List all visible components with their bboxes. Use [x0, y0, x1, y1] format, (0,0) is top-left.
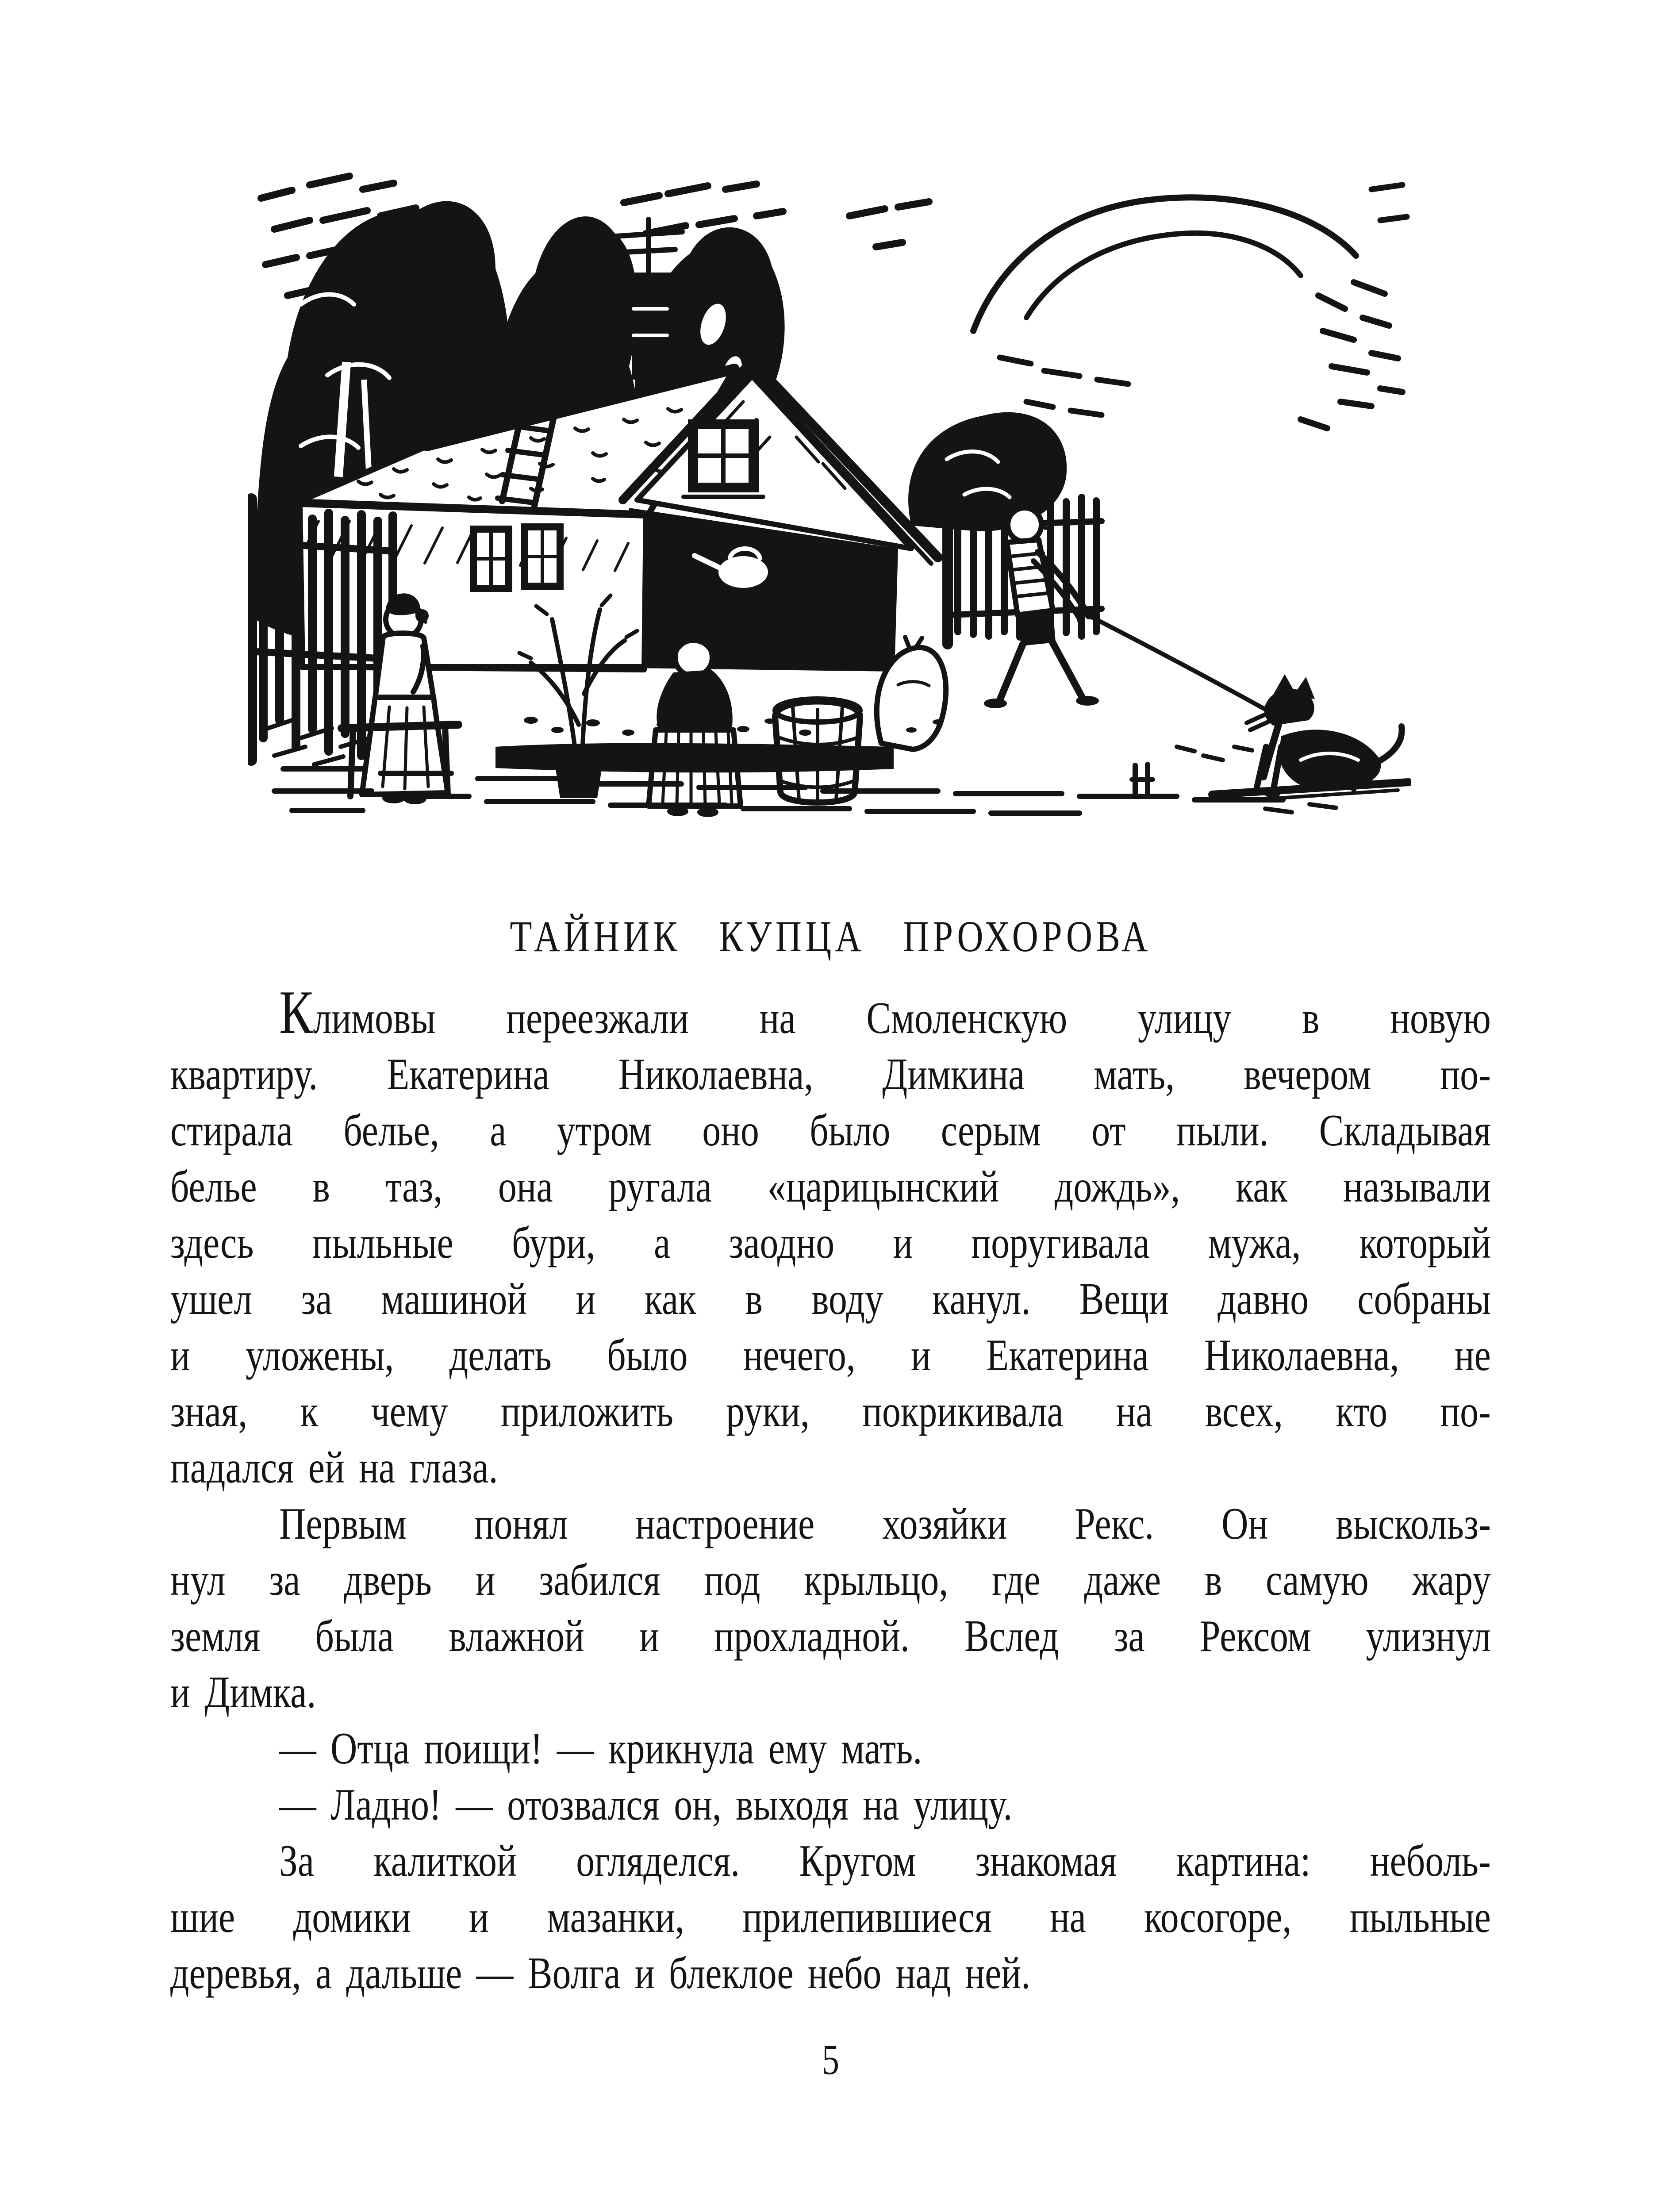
text-line: и Димка.	[170, 1667, 316, 1717]
drop-initial: К	[279, 978, 313, 1047]
text-line: — Ладно! — отозвался он, выходя на улицу.	[279, 1780, 1013, 1830]
text-line: стирала белье, а утром оно было серым от пыли. Складывая	[170, 1106, 1491, 1156]
text-column	[170, 0, 1491, 2212]
text-line: здесь пыльные бури, а заодно и поругивала мужа, который	[170, 1218, 1491, 1268]
text-line: ушел за машиной и как в воду канул. Вещи давно собраны	[170, 1274, 1491, 1324]
text-line: За калиткой огляделся. Кругом знакомая картина: неболь-	[279, 1836, 1491, 1886]
chapter-title: ТАЙНИК КУПЦА ПРОХОРОВА	[510, 912, 1152, 961]
text-line: деревья, а дальше — Волга и блеклое небо над ней.	[170, 1948, 1031, 1998]
text-line: Климовы переезжали на Смоленскую улицу в новую	[279, 978, 1491, 1047]
text-line: шие домики и мазанки, прилепившиеся на косогоре, пыльные	[170, 1892, 1491, 1942]
page-number: 5	[822, 2036, 840, 2083]
text-line: квартиру. Екатерина Николаевна, Димкина мать, вечером по-	[170, 1049, 1491, 1099]
text-line: падался ей на глаза.	[170, 1443, 498, 1493]
text-line: земля была влажной и прохладной. Вслед за Рексом улизнул	[170, 1611, 1491, 1661]
text-line: — Отца поищи! — крикнула ему мать.	[279, 1724, 922, 1774]
text-line: зная, к чему приложить руки, покрикивала на всех, кто по-	[170, 1386, 1491, 1436]
body-text	[170, 978, 1491, 2001]
text-line: и уложены, делать было нечего, и Екатерина Николаевна, не	[170, 1330, 1491, 1380]
text-line: нул за дверь и забился под крыльцо, где даже в самую жару	[170, 1555, 1491, 1605]
text-line: белье в таз, она ругала «царицынский дождь», как называли	[170, 1162, 1491, 1212]
text-line: Первым понял настроение хозяйки Рекс. Он выскольз-	[279, 1499, 1491, 1549]
